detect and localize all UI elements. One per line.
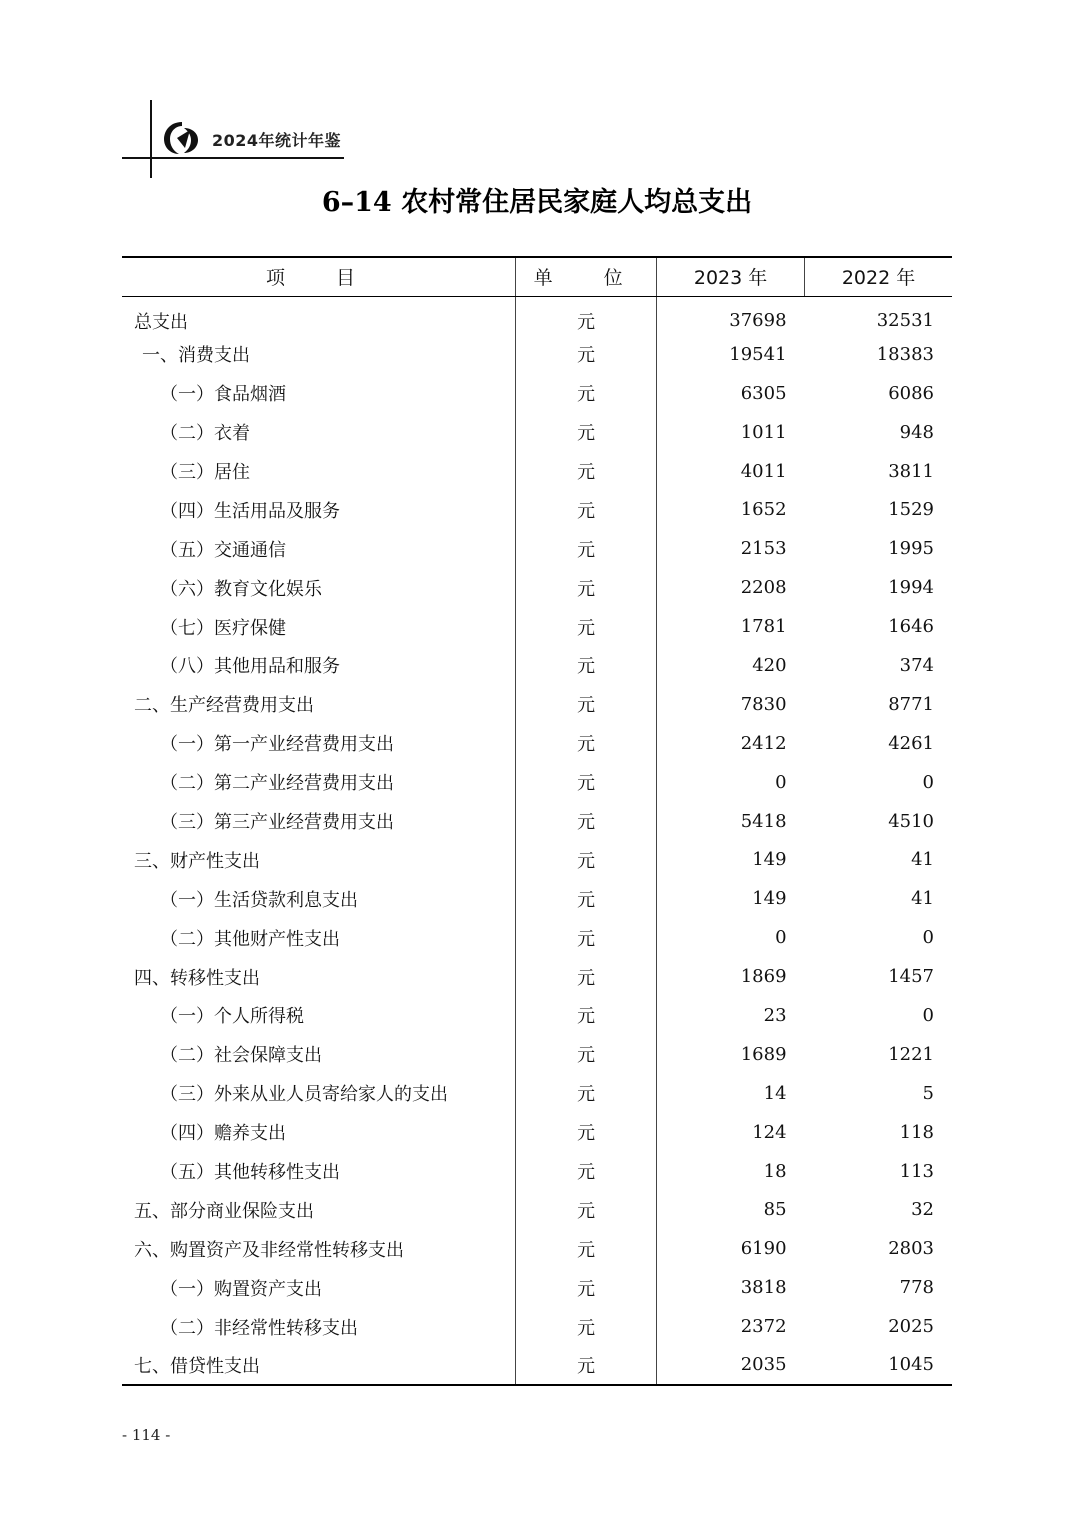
table-row: [122, 1113, 952, 1152]
row-value-2022: 1045: [805, 1346, 952, 1385]
table-row: [122, 1307, 952, 1346]
row-item-label: （三）第三产业经营费用支出: [160, 812, 394, 834]
table-row: [122, 1074, 952, 1113]
row-unit: 元: [516, 1229, 657, 1268]
row-value-2022: 41: [911, 888, 934, 910]
row-value-2023: 124: [657, 1113, 805, 1152]
table-row: [122, 529, 952, 568]
row-value-2022: 2803: [888, 1238, 934, 1260]
row-item-label: （五）交通通信: [160, 539, 286, 561]
row-unit: 元: [516, 607, 657, 646]
table-row: [122, 413, 952, 452]
row-item-label: （二）非经常性转移支出: [160, 1317, 358, 1339]
row-item-label: 五、部分商业保险支出: [134, 1200, 314, 1222]
row-value-2023: 420: [657, 646, 805, 685]
row-unit: 元: [516, 1307, 657, 1346]
row-unit: 元: [516, 296, 657, 335]
row-value-2023: 1011: [657, 413, 805, 452]
row-value-2022: 32: [911, 1199, 934, 1221]
row-value-2022: 1995: [888, 538, 934, 560]
table-row: [122, 335, 952, 374]
row-item-label: （六）教育文化娱乐: [160, 578, 322, 600]
row-value-2022: 6086: [888, 382, 934, 404]
row-item-label: 二、生产经营费用支出: [134, 695, 314, 717]
table-header-row: [122, 257, 952, 296]
table-row: [122, 918, 952, 957]
row-unit: 元: [516, 1346, 657, 1385]
row-unit: 元: [516, 490, 657, 529]
row-unit: 元: [516, 529, 657, 568]
row-value-2022: 8771: [888, 693, 934, 715]
column-header-2023: 2023 年: [657, 257, 805, 296]
row-unit: 元: [516, 840, 657, 879]
row-value-2023: 149: [657, 879, 805, 918]
row-unit: 元: [516, 724, 657, 763]
row-value-2022: 778: [899, 1277, 934, 1299]
row-value-2022: 5: [922, 1082, 934, 1104]
row-unit: 元: [516, 763, 657, 802]
row-item-label: （一）购置资产支出: [160, 1278, 322, 1300]
table-row: [122, 1152, 952, 1191]
row-item-label: （一）第一产业经营费用支出: [160, 734, 394, 756]
row-value-2023: 6190: [657, 1229, 805, 1268]
row-item-label: （一）食品烟酒: [160, 384, 286, 406]
table-row: [122, 1229, 952, 1268]
row-value-2022: 4261: [888, 732, 934, 754]
row-unit: 元: [516, 568, 657, 607]
row-value-2022: 3811: [888, 460, 934, 482]
row-unit: 元: [516, 413, 657, 452]
row-unit: 元: [516, 452, 657, 491]
row-value-2023: 7830: [657, 685, 805, 724]
row-unit: 元: [516, 1074, 657, 1113]
row-item-label: （一）个人所得税: [160, 1006, 304, 1028]
row-value-2022: 1457: [888, 966, 934, 988]
row-unit: 元: [516, 1113, 657, 1152]
table-row: [122, 996, 952, 1035]
row-value-2022: 18383: [876, 343, 934, 365]
table-row: [122, 452, 952, 491]
row-item-label: （四）赡养支出: [160, 1123, 286, 1145]
row-value-2023: 19541: [657, 335, 805, 374]
row-value-2023: 2153: [657, 529, 805, 568]
row-item-label: （三）外来从业人员寄给家人的支出: [160, 1084, 448, 1106]
row-item-label: （一）生活贷款利息支出: [160, 889, 358, 911]
row-value-2022: 0: [922, 927, 934, 949]
table-row: [122, 490, 952, 529]
table-row: [122, 568, 952, 607]
row-unit: 元: [516, 1268, 657, 1307]
row-item-label: （二）衣着: [160, 423, 250, 445]
row-value-2023: 6305: [657, 374, 805, 413]
row-value-2023: 1781: [657, 607, 805, 646]
row-value-2022: 374: [899, 654, 934, 676]
page-title: 6–14 农村常住居民家庭人均总支出: [321, 187, 753, 218]
table-row: [122, 1035, 952, 1074]
row-item-label: 总支出: [134, 311, 188, 333]
table-row: [122, 374, 952, 413]
row-value-2022: 4510: [888, 810, 934, 832]
table-row: [122, 957, 952, 996]
row-unit: 元: [516, 1152, 657, 1191]
row-item-label: （四）生活用品及服务: [160, 500, 340, 522]
row-value-2022: 118: [899, 1121, 934, 1143]
row-unit: 元: [516, 1190, 657, 1229]
page-number: - 114 -: [122, 1426, 171, 1444]
expenditure-table: [122, 256, 952, 1386]
row-unit: 元: [516, 957, 657, 996]
row-value-2023: 2412: [657, 724, 805, 763]
row-value-2023: 1652: [657, 490, 805, 529]
header-vertical-rule: [150, 100, 152, 178]
row-item-label: （五）其他转移性支出: [160, 1162, 340, 1184]
row-item-label: （二）社会保障支出: [160, 1045, 322, 1067]
row-unit: 元: [516, 918, 657, 957]
table-row: [122, 296, 952, 335]
header-horizontal-rule: [122, 157, 344, 159]
table-row: [122, 763, 952, 802]
column-header-2022: 2022 年: [805, 257, 952, 296]
row-value-2023: 0: [657, 763, 805, 802]
row-value-2023: 3818: [657, 1268, 805, 1307]
yearbook-label: 2024年统计年鉴: [212, 131, 342, 150]
row-value-2023: 2208: [657, 568, 805, 607]
table-row: [122, 646, 952, 685]
row-item-label: （八）其他用品和服务: [160, 656, 340, 678]
row-value-2023: 23: [657, 996, 805, 1035]
row-item-label: （三）居住: [160, 462, 250, 483]
row-value-2022: 113: [899, 1160, 934, 1182]
row-unit: 元: [516, 879, 657, 918]
row-unit: 元: [516, 802, 657, 841]
row-unit: 元: [516, 374, 657, 413]
row-value-2023: 1689: [657, 1035, 805, 1074]
table-row: [122, 685, 952, 724]
row-unit: 元: [516, 335, 657, 374]
row-value-2022: 0: [922, 771, 934, 793]
table-body: [122, 296, 952, 1385]
row-value-2023: 37698: [657, 296, 805, 335]
yearbook-logo-icon: [160, 118, 204, 158]
row-item-label: （七）医疗保健: [160, 617, 286, 639]
row-item-label: 四、转移性支出: [134, 967, 260, 989]
row-value-2022: 41: [911, 849, 934, 871]
row-unit: 元: [516, 646, 657, 685]
row-value-2022: 1646: [888, 616, 934, 638]
row-value-2023: 14: [657, 1074, 805, 1113]
row-value-2023: 5418: [657, 802, 805, 841]
row-item-label: 六、购置资产及非经常性转移支出: [134, 1239, 404, 1261]
table-row: [122, 1346, 952, 1385]
table-row: [122, 1268, 952, 1307]
row-value-2022: 0: [922, 1004, 934, 1026]
row-value-2023: 149: [657, 840, 805, 879]
row-value-2022: 948: [899, 421, 934, 443]
row-value-2022: 1221: [888, 1043, 934, 1065]
row-unit: 元: [516, 996, 657, 1035]
row-item-label: 三、财产性支出: [134, 850, 260, 872]
table-row: [122, 724, 952, 763]
row-unit: 元: [516, 685, 657, 724]
row-item-label: 一、消费支出: [142, 345, 250, 367]
table-row: [122, 879, 952, 918]
row-value-2023: 18: [657, 1152, 805, 1191]
row-item-label: （二）其他财产性支出: [160, 928, 340, 950]
table-row: [122, 840, 952, 879]
row-value-2022: 32531: [876, 310, 934, 332]
row-value-2023: 0: [657, 918, 805, 957]
row-item-label: （二）第二产业经营费用支出: [160, 773, 394, 795]
row-value-2022: 1994: [888, 577, 934, 599]
row-value-2023: 1869: [657, 957, 805, 996]
column-header-item: 项 目: [122, 257, 516, 296]
row-value-2023: 2035: [657, 1346, 805, 1385]
column-header-unit: 单 位: [516, 257, 657, 296]
row-item-label: 七、借贷性支出: [122, 1346, 516, 1385]
row-value-2023: 85: [657, 1190, 805, 1229]
table-row: [122, 1190, 952, 1229]
table-row: [122, 607, 952, 646]
table-row: [122, 802, 952, 841]
row-value-2023: 2372: [657, 1307, 805, 1346]
row-value-2022: 1529: [888, 499, 934, 521]
row-unit: 元: [516, 1035, 657, 1074]
row-value-2022: 2025: [888, 1316, 934, 1338]
row-value-2023: 4011: [657, 452, 805, 491]
